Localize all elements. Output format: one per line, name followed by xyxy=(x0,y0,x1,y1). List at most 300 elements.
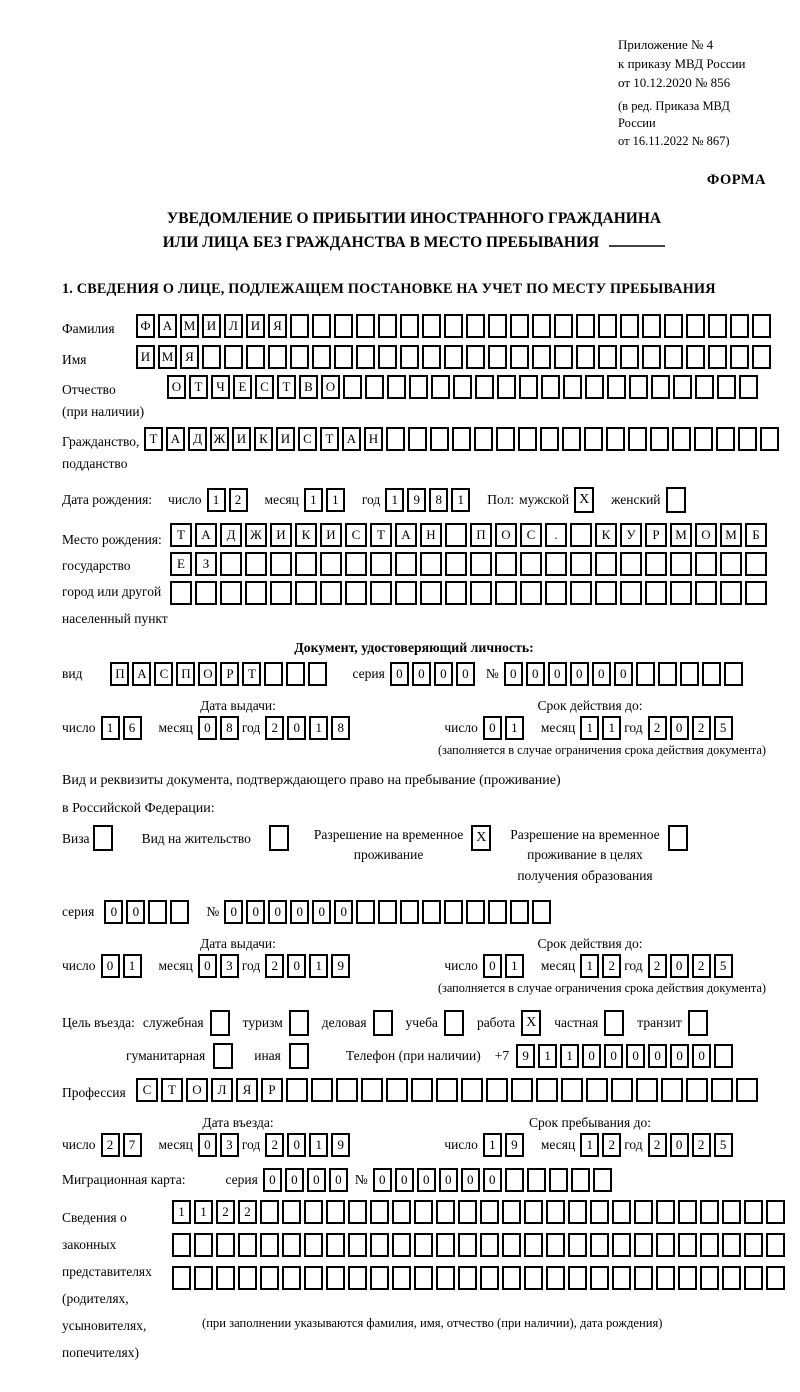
form-cell[interactable] xyxy=(202,345,221,369)
form-cell[interactable] xyxy=(730,314,749,338)
form-cell[interactable] xyxy=(260,1200,279,1224)
form-cell[interactable] xyxy=(295,581,317,605)
purpose-tourism-checkbox[interactable] xyxy=(289,1010,312,1036)
form-cell[interactable]: 5 xyxy=(714,1133,733,1157)
form-cell[interactable] xyxy=(436,1200,455,1224)
form-cell[interactable] xyxy=(378,314,397,338)
form-cell[interactable] xyxy=(716,427,735,451)
form-cell[interactable]: 9 xyxy=(516,1044,535,1068)
form-cell[interactable] xyxy=(345,552,367,576)
form-cell[interactable] xyxy=(480,1266,499,1290)
form-cell[interactable] xyxy=(536,1078,558,1102)
form-cell[interactable] xyxy=(304,1266,323,1290)
form-cell[interactable] xyxy=(549,1168,568,1192)
form-cell[interactable]: С xyxy=(520,523,542,547)
form-cell[interactable] xyxy=(486,1078,508,1102)
form-cell[interactable] xyxy=(656,1233,675,1257)
form-cell[interactable]: 3 xyxy=(220,954,239,978)
form-cell[interactable]: 7 xyxy=(123,1133,142,1157)
form-cell[interactable]: 2 xyxy=(229,488,248,512)
form-cell[interactable] xyxy=(541,375,560,399)
form-cell[interactable] xyxy=(466,900,485,924)
form-cell[interactable]: 0 xyxy=(670,1133,689,1157)
form-cell[interactable]: О xyxy=(167,375,186,399)
form-cell[interactable] xyxy=(194,1233,213,1257)
form-cell[interactable]: 1 xyxy=(207,488,226,512)
form-cell[interactable] xyxy=(661,1078,683,1102)
form-cell[interactable] xyxy=(370,581,392,605)
form-cell[interactable] xyxy=(505,1168,524,1192)
form-cell[interactable] xyxy=(678,1233,697,1257)
form-cell[interactable] xyxy=(210,1010,230,1036)
form-cell[interactable] xyxy=(326,1266,345,1290)
form-cell[interactable] xyxy=(286,1078,308,1102)
form-cell[interactable]: М xyxy=(670,523,692,547)
form-cell[interactable] xyxy=(414,1233,433,1257)
form-cell[interactable] xyxy=(546,1200,565,1224)
form-cell[interactable] xyxy=(461,1078,483,1102)
form-cell[interactable] xyxy=(414,1266,433,1290)
form-cell[interactable] xyxy=(411,1078,433,1102)
form-cell[interactable] xyxy=(590,1266,609,1290)
form-cell[interactable]: 1 xyxy=(326,488,345,512)
form-cell[interactable] xyxy=(658,662,677,686)
form-cell[interactable]: Ж xyxy=(210,427,229,451)
form-cell[interactable] xyxy=(562,427,581,451)
form-cell[interactable] xyxy=(519,375,538,399)
form-cell[interactable]: 1 xyxy=(385,488,404,512)
purpose-humanitarian-checkbox[interactable] xyxy=(213,1043,236,1069)
form-cell[interactable]: 2 xyxy=(692,716,711,740)
form-cell[interactable] xyxy=(520,581,542,605)
form-cell[interactable] xyxy=(722,1233,741,1257)
form-cell[interactable] xyxy=(651,375,670,399)
form-cell[interactable] xyxy=(408,427,427,451)
form-cell[interactable] xyxy=(568,1266,587,1290)
form-cell[interactable] xyxy=(524,1266,543,1290)
form-cell[interactable] xyxy=(245,581,267,605)
form-cell[interactable]: 0 xyxy=(312,900,331,924)
form-cell[interactable] xyxy=(636,662,655,686)
form-cell[interactable] xyxy=(286,662,305,686)
form-cell[interactable] xyxy=(695,552,717,576)
purpose-official-checkbox[interactable] xyxy=(210,1010,233,1036)
form-cell[interactable] xyxy=(502,1266,521,1290)
form-cell[interactable]: Ж xyxy=(245,523,267,547)
form-cell[interactable]: 0 xyxy=(198,954,217,978)
form-cell[interactable]: 0 xyxy=(692,1044,711,1068)
form-cell[interactable] xyxy=(238,1233,257,1257)
form-cell[interactable] xyxy=(744,1266,763,1290)
form-cell[interactable] xyxy=(392,1266,411,1290)
form-cell[interactable] xyxy=(736,1078,758,1102)
form-cell[interactable] xyxy=(532,900,551,924)
form-cell[interactable] xyxy=(495,581,517,605)
form-cell[interactable] xyxy=(532,314,551,338)
form-cell[interactable] xyxy=(570,581,592,605)
form-cell[interactable] xyxy=(311,1078,333,1102)
form-cell[interactable] xyxy=(634,1200,653,1224)
form-cell[interactable] xyxy=(246,345,265,369)
form-cell[interactable]: 0 xyxy=(592,662,611,686)
form-cell[interactable]: . xyxy=(545,523,567,547)
form-cell[interactable]: 0 xyxy=(290,900,309,924)
form-cell[interactable] xyxy=(510,900,529,924)
form-cell[interactable]: 0 xyxy=(626,1044,645,1068)
form-cell[interactable] xyxy=(670,581,692,605)
form-cell[interactable]: 2 xyxy=(692,1133,711,1157)
form-cell[interactable]: 0 xyxy=(101,954,120,978)
form-cell[interactable] xyxy=(452,427,471,451)
form-cell[interactable]: М xyxy=(180,314,199,338)
form-cell[interactable] xyxy=(395,581,417,605)
purpose-study-checkbox[interactable] xyxy=(444,1010,467,1036)
form-cell[interactable]: Т xyxy=(370,523,392,547)
form-cell[interactable]: П xyxy=(470,523,492,547)
form-cell[interactable] xyxy=(620,345,639,369)
form-cell[interactable]: И xyxy=(246,314,265,338)
form-cell[interactable] xyxy=(245,552,267,576)
form-cell[interactable]: Б xyxy=(745,523,767,547)
form-cell[interactable]: Е xyxy=(233,375,252,399)
purpose-work-checkbox[interactable] xyxy=(521,1010,544,1036)
form-cell[interactable]: 1 xyxy=(309,716,328,740)
form-cell[interactable] xyxy=(664,314,683,338)
form-cell[interactable] xyxy=(702,662,721,686)
form-cell[interactable] xyxy=(620,552,642,576)
form-cell[interactable]: П xyxy=(176,662,195,686)
form-cell[interactable] xyxy=(668,825,688,851)
form-cell[interactable] xyxy=(678,1266,697,1290)
form-cell[interactable] xyxy=(545,552,567,576)
form-cell[interactable] xyxy=(714,1044,733,1068)
form-cell[interactable]: 2 xyxy=(648,1133,667,1157)
form-cell[interactable] xyxy=(650,427,669,451)
form-cell[interactable]: 1 xyxy=(172,1200,191,1224)
form-cell[interactable] xyxy=(282,1266,301,1290)
sex-female-checkbox[interactable] xyxy=(666,487,689,513)
form-cell[interactable]: X xyxy=(521,1010,541,1036)
form-cell[interactable] xyxy=(546,1266,565,1290)
form-cell[interactable] xyxy=(334,314,353,338)
form-cell[interactable] xyxy=(766,1200,785,1224)
form-cell[interactable] xyxy=(436,1078,458,1102)
form-cell[interactable] xyxy=(444,345,463,369)
form-cell[interactable] xyxy=(554,345,573,369)
form-cell[interactable]: О xyxy=(198,662,217,686)
form-cell[interactable] xyxy=(595,581,617,605)
form-cell[interactable] xyxy=(345,581,367,605)
form-cell[interactable]: И xyxy=(136,345,155,369)
form-cell[interactable] xyxy=(607,375,626,399)
form-cell[interactable] xyxy=(518,427,537,451)
form-cell[interactable]: 2 xyxy=(265,1133,284,1157)
form-cell[interactable] xyxy=(752,345,771,369)
form-cell[interactable] xyxy=(590,1233,609,1257)
temp-residence-checkbox[interactable] xyxy=(471,825,494,851)
form-cell[interactable]: Т xyxy=(320,427,339,451)
form-cell[interactable]: О xyxy=(186,1078,208,1102)
form-cell[interactable] xyxy=(466,345,485,369)
form-cell[interactable]: 1 xyxy=(123,954,142,978)
form-cell[interactable] xyxy=(373,1010,393,1036)
form-cell[interactable] xyxy=(686,314,705,338)
form-cell[interactable]: С xyxy=(255,375,274,399)
form-cell[interactable] xyxy=(361,1078,383,1102)
form-cell[interactable] xyxy=(295,552,317,576)
form-cell[interactable] xyxy=(745,581,767,605)
form-cell[interactable] xyxy=(431,375,450,399)
form-cell[interactable] xyxy=(93,825,113,851)
form-cell[interactable] xyxy=(444,314,463,338)
form-cell[interactable]: И xyxy=(270,523,292,547)
form-cell[interactable] xyxy=(584,427,603,451)
form-cell[interactable]: М xyxy=(720,523,742,547)
form-cell[interactable] xyxy=(708,345,727,369)
form-cell[interactable]: 0 xyxy=(126,900,145,924)
form-cell[interactable]: X xyxy=(574,487,594,513)
form-cell[interactable] xyxy=(664,345,683,369)
form-cell[interactable]: Ч xyxy=(211,375,230,399)
form-cell[interactable] xyxy=(430,427,449,451)
form-cell[interactable] xyxy=(400,314,419,338)
form-cell[interactable]: А xyxy=(132,662,151,686)
form-cell[interactable]: 0 xyxy=(434,662,453,686)
form-cell[interactable] xyxy=(326,1233,345,1257)
form-cell[interactable]: В xyxy=(299,375,318,399)
form-cell[interactable]: Р xyxy=(261,1078,283,1102)
form-cell[interactable] xyxy=(470,552,492,576)
form-cell[interactable]: 0 xyxy=(285,1168,304,1192)
form-cell[interactable] xyxy=(444,900,463,924)
form-cell[interactable] xyxy=(480,1200,499,1224)
form-cell[interactable]: 0 xyxy=(614,662,633,686)
form-cell[interactable] xyxy=(290,314,309,338)
form-cell[interactable] xyxy=(336,1078,358,1102)
form-cell[interactable]: Н xyxy=(420,523,442,547)
form-cell[interactable]: С xyxy=(298,427,317,451)
form-cell[interactable]: Н xyxy=(364,427,383,451)
form-cell[interactable] xyxy=(444,1010,464,1036)
purpose-private-checkbox[interactable] xyxy=(604,1010,627,1036)
form-cell[interactable] xyxy=(496,427,515,451)
form-cell[interactable] xyxy=(343,375,362,399)
form-cell[interactable]: С xyxy=(345,523,367,547)
form-cell[interactable]: Т xyxy=(242,662,261,686)
form-cell[interactable] xyxy=(264,662,283,686)
form-cell[interactable] xyxy=(576,345,595,369)
form-cell[interactable] xyxy=(458,1233,477,1257)
form-cell[interactable]: 0 xyxy=(268,900,287,924)
form-cell[interactable]: 0 xyxy=(224,900,243,924)
form-cell[interactable] xyxy=(738,427,757,451)
form-cell[interactable] xyxy=(270,552,292,576)
form-cell[interactable] xyxy=(745,552,767,576)
form-cell[interactable] xyxy=(170,900,189,924)
form-cell[interactable]: О xyxy=(695,523,717,547)
form-cell[interactable]: И xyxy=(320,523,342,547)
form-cell[interactable] xyxy=(356,900,375,924)
form-cell[interactable] xyxy=(598,345,617,369)
form-cell[interactable] xyxy=(308,662,327,686)
form-cell[interactable]: 0 xyxy=(334,900,353,924)
form-cell[interactable]: 0 xyxy=(412,662,431,686)
form-cell[interactable]: Д xyxy=(220,523,242,547)
form-cell[interactable]: 1 xyxy=(309,954,328,978)
form-cell[interactable]: А xyxy=(395,523,417,547)
form-cell[interactable] xyxy=(420,581,442,605)
form-cell[interactable] xyxy=(634,1233,653,1257)
form-cell[interactable] xyxy=(422,345,441,369)
purpose-other-checkbox[interactable] xyxy=(289,1043,312,1069)
form-cell[interactable]: 2 xyxy=(602,954,621,978)
form-cell[interactable] xyxy=(170,581,192,605)
form-cell[interactable]: 1 xyxy=(505,954,524,978)
form-cell[interactable] xyxy=(348,1266,367,1290)
form-cell[interactable] xyxy=(670,552,692,576)
form-cell[interactable] xyxy=(645,552,667,576)
form-cell[interactable]: 8 xyxy=(429,488,448,512)
form-cell[interactable] xyxy=(386,1078,408,1102)
form-cell[interactable] xyxy=(172,1233,191,1257)
form-cell[interactable] xyxy=(445,581,467,605)
form-cell[interactable]: 1 xyxy=(580,1133,599,1157)
form-cell[interactable] xyxy=(744,1200,763,1224)
form-cell[interactable] xyxy=(568,1233,587,1257)
form-cell[interactable] xyxy=(524,1233,543,1257)
form-cell[interactable] xyxy=(546,1233,565,1257)
form-cell[interactable] xyxy=(386,427,405,451)
form-cell[interactable] xyxy=(400,345,419,369)
form-cell[interactable] xyxy=(436,1266,455,1290)
form-cell[interactable] xyxy=(678,1200,697,1224)
form-cell[interactable]: И xyxy=(276,427,295,451)
form-cell[interactable]: 0 xyxy=(526,662,545,686)
form-cell[interactable] xyxy=(598,314,617,338)
form-cell[interactable]: И xyxy=(202,314,221,338)
form-cell[interactable]: Т xyxy=(170,523,192,547)
form-cell[interactable] xyxy=(220,552,242,576)
form-cell[interactable] xyxy=(260,1266,279,1290)
form-cell[interactable] xyxy=(636,1078,658,1102)
form-cell[interactable]: Я xyxy=(268,314,287,338)
form-cell[interactable] xyxy=(348,1233,367,1257)
form-cell[interactable] xyxy=(739,375,758,399)
form-cell[interactable] xyxy=(378,900,397,924)
form-cell[interactable] xyxy=(576,314,595,338)
form-cell[interactable]: 1 xyxy=(602,716,621,740)
form-cell[interactable] xyxy=(722,1266,741,1290)
form-cell[interactable] xyxy=(752,314,771,338)
form-cell[interactable] xyxy=(466,314,485,338)
form-cell[interactable] xyxy=(502,1233,521,1257)
form-cell[interactable] xyxy=(269,825,289,851)
form-cell[interactable]: 0 xyxy=(287,1133,306,1157)
form-cell[interactable] xyxy=(497,375,516,399)
form-cell[interactable] xyxy=(520,552,542,576)
form-cell[interactable]: Е xyxy=(170,552,192,576)
form-cell[interactable] xyxy=(629,375,648,399)
form-cell[interactable]: З xyxy=(195,552,217,576)
form-cell[interactable] xyxy=(220,581,242,605)
form-cell[interactable]: Л xyxy=(224,314,243,338)
form-cell[interactable]: Р xyxy=(645,523,667,547)
form-cell[interactable] xyxy=(224,345,243,369)
form-cell[interactable] xyxy=(561,1078,583,1102)
form-cell[interactable] xyxy=(760,427,779,451)
form-cell[interactable]: 2 xyxy=(265,716,284,740)
form-cell[interactable] xyxy=(326,1200,345,1224)
form-cell[interactable] xyxy=(216,1233,235,1257)
form-cell[interactable] xyxy=(213,1043,233,1069)
form-cell[interactable] xyxy=(766,1266,785,1290)
form-cell[interactable] xyxy=(488,900,507,924)
form-cell[interactable] xyxy=(666,487,686,513)
sex-male-checkbox[interactable] xyxy=(574,487,597,513)
form-cell[interactable] xyxy=(436,1233,455,1257)
form-cell[interactable] xyxy=(620,314,639,338)
form-cell[interactable] xyxy=(686,1078,708,1102)
form-cell[interactable]: С xyxy=(154,662,173,686)
form-cell[interactable]: П xyxy=(110,662,129,686)
form-cell[interactable]: Р xyxy=(220,662,239,686)
form-cell[interactable] xyxy=(420,552,442,576)
form-cell[interactable]: 0 xyxy=(417,1168,436,1192)
form-cell[interactable] xyxy=(730,345,749,369)
form-cell[interactable] xyxy=(422,900,441,924)
form-cell[interactable]: К xyxy=(595,523,617,547)
form-cell[interactable]: М xyxy=(158,345,177,369)
form-cell[interactable] xyxy=(604,1010,624,1036)
form-cell[interactable]: 0 xyxy=(246,900,265,924)
form-cell[interactable] xyxy=(656,1200,675,1224)
form-cell[interactable]: Л xyxy=(211,1078,233,1102)
form-cell[interactable] xyxy=(540,427,559,451)
form-cell[interactable]: 0 xyxy=(461,1168,480,1192)
form-cell[interactable] xyxy=(700,1233,719,1257)
phone-cells[interactable] xyxy=(516,1044,736,1068)
form-cell[interactable]: А xyxy=(166,427,185,451)
form-cell[interactable] xyxy=(194,1266,213,1290)
form-cell[interactable]: С xyxy=(136,1078,158,1102)
form-cell[interactable]: 2 xyxy=(648,954,667,978)
form-cell[interactable] xyxy=(445,523,467,547)
form-cell[interactable] xyxy=(304,1233,323,1257)
form-cell[interactable]: 0 xyxy=(198,1133,217,1157)
form-cell[interactable] xyxy=(680,662,699,686)
form-cell[interactable]: 0 xyxy=(263,1168,282,1192)
form-cell[interactable] xyxy=(510,314,529,338)
form-cell[interactable] xyxy=(570,552,592,576)
form-cell[interactable]: 9 xyxy=(331,1133,350,1157)
form-cell[interactable] xyxy=(356,314,375,338)
form-cell[interactable] xyxy=(488,345,507,369)
purpose-transit-checkbox[interactable] xyxy=(688,1010,711,1036)
form-cell[interactable] xyxy=(348,1200,367,1224)
form-cell[interactable] xyxy=(290,345,309,369)
form-cell[interactable] xyxy=(628,427,647,451)
form-cell[interactable]: 1 xyxy=(194,1200,213,1224)
form-cell[interactable]: Т xyxy=(189,375,208,399)
form-cell[interactable]: 0 xyxy=(483,1168,502,1192)
form-cell[interactable]: 8 xyxy=(220,716,239,740)
form-cell[interactable] xyxy=(545,581,567,605)
form-cell[interactable]: 2 xyxy=(216,1200,235,1224)
form-cell[interactable] xyxy=(672,427,691,451)
form-cell[interactable]: 0 xyxy=(548,662,567,686)
form-cell[interactable] xyxy=(370,1200,389,1224)
form-cell[interactable]: 1 xyxy=(309,1133,328,1157)
